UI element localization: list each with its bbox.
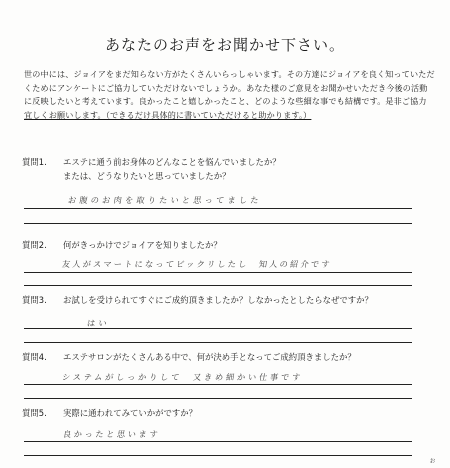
answer-handwriting: 良かったと思います [62,429,161,439]
answer-handwriting: システムがしっかりして 又きめ細かい仕事です [61,372,304,382]
intro-paragraph [24,68,436,122]
answer-line [24,285,412,286]
answer-line [24,342,412,343]
answer-line [24,384,412,385]
answer-handwriting: 友人がスマートになってビックリしたし 知人の紹介です [61,259,333,269]
answer-line [24,441,412,442]
question-number: 質問5. [22,408,47,418]
question-number: 質問1. [22,157,47,167]
question-text [63,351,356,365]
answer-handwriting: はい [86,318,111,328]
question-line: お試しを受けられてすぐにご成約頂きましたか？しなかったとしたらなぜですか？ [63,295,373,305]
page-title: あなたのお声をお聞かせ下さい。 [104,36,345,54]
question-text [63,407,197,421]
question-line: エステサロンがたくさんある中で、何が決め手となってご成約頂きましたか？ [63,352,356,362]
answer-handwriting: お腹のお肉を取りたいと思ってました [67,195,263,205]
question-number: 質問2. [22,240,47,250]
answer-line [24,398,412,399]
answer-line [24,208,412,209]
question-line: エステに通う前お身体のどんなことを悩んでいましたか？ [63,157,281,167]
question-text [63,156,281,183]
question-text [63,239,222,253]
question-line: 実際に通われてみていかがですか？ [63,408,197,418]
answer-line [24,455,412,456]
question-text [63,294,373,308]
intro-line: に反映したいと考えています。良かったこと嬉しかったこと、どのような些細な事でも結構です。是非ご協力 [24,96,427,107]
answer-line [24,328,412,329]
answer-line [24,223,412,224]
question-line: または、どうなりたいと思っていましたか？ [63,170,231,181]
question-number: 質問4. [22,352,47,362]
question-line: 何がきっかけでジョイアを知りましたか？ [63,240,222,250]
corner-mark: ぉ [429,456,436,464]
question-number: 質問3. [22,295,47,305]
answer-line [24,272,412,273]
intro-line: 世の中には、ジョイアをまだ知らない方がたくさんいらっしゃいます。その方達にジョイアを良く知っていただ [24,69,435,79]
intro-line: 宜しくお願いします。（できるだけ具体的に書いていただけると助かります。） [24,109,312,120]
intro-line: くためにアンケートにご協力していただけないでしょうか。あなた様のご意見をお聞かせいただき今後の活動 [24,82,428,93]
